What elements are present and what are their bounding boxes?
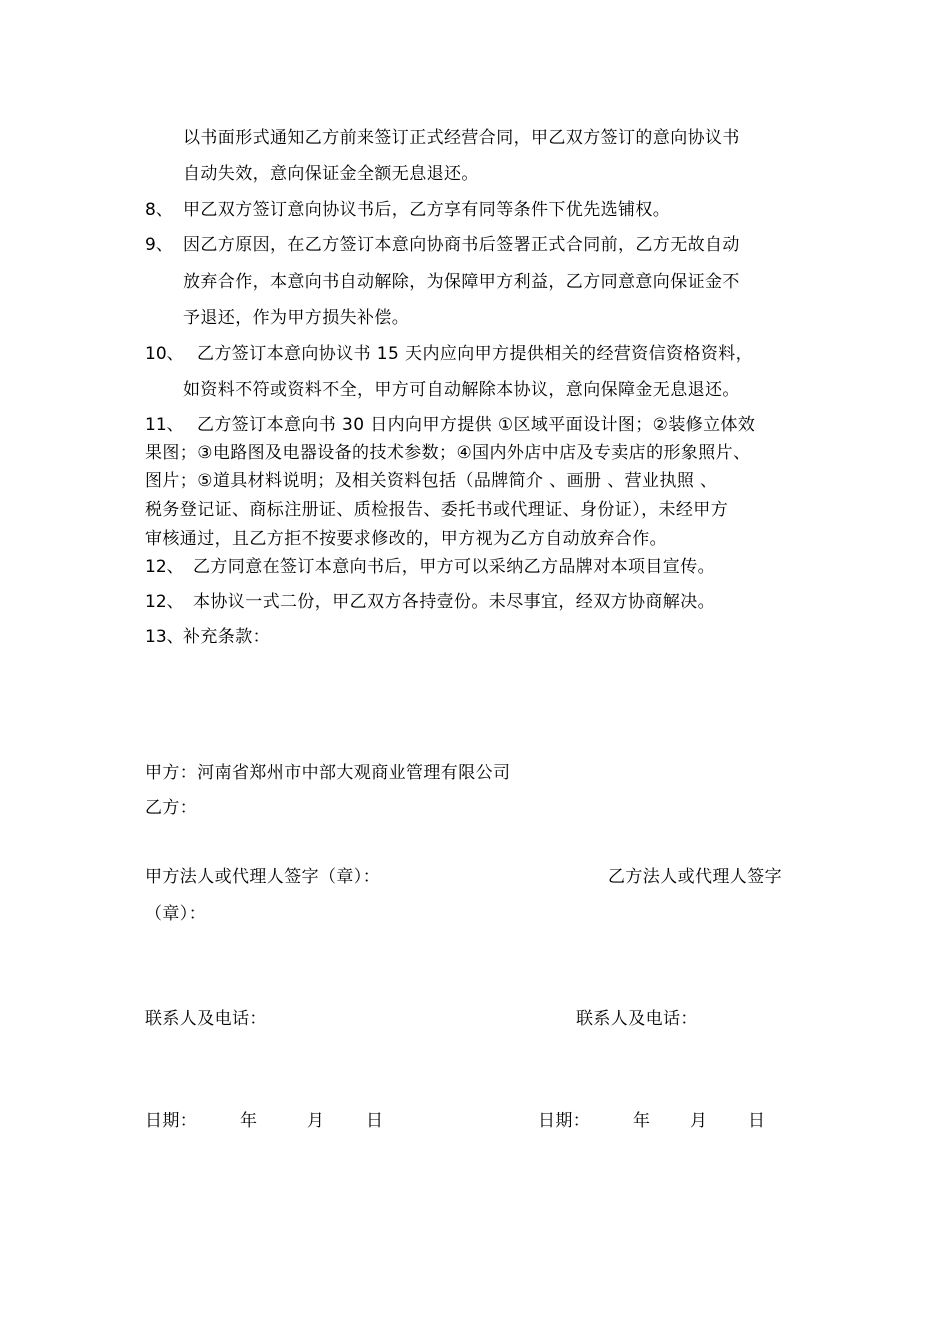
clause-11-line-1: 乙方签订本意向书 30 日内向甲方提供 ①区域平面设计图；②装修立体效 — [197, 415, 756, 435]
signature-a: 甲方法人或代理人签字（章）： — [145, 867, 381, 887]
party-b: 乙方： — [145, 798, 198, 818]
clause-9-line-3: 予退还，作为甲方损失补偿。 — [183, 308, 410, 328]
date-b-year: 年 — [633, 1111, 651, 1131]
date-a-month: 月 — [307, 1111, 325, 1131]
clause-number: 13、 — [145, 627, 184, 647]
clause-11-line-5: 审核通过，且乙方拒不按要求修改的，甲方视为乙方自动放弃合作。 — [145, 529, 667, 549]
clause-11-line-2: 果图；③电路图及电器设备的技术参数；④国内外店中店及专卖店的形象照片、 — [145, 443, 751, 463]
clause-12a-line-1: 乙方同意在签订本意向书后，甲方可以采纳乙方品牌对本项目宣传。 — [193, 557, 715, 577]
clause-11-line-4: 税务登记证、商标注册证、质检报告、委托书或代理证、身份证），未经甲方 — [145, 500, 729, 520]
continuation-line-2: 自动失效，意向保证金全额无息退还。 — [183, 164, 479, 184]
clause-13-line-1: 补充条款： — [183, 627, 270, 647]
date-b-day: 日 — [748, 1111, 766, 1131]
clause-number: 10、 — [145, 344, 184, 364]
date-a-label: 日期： — [145, 1111, 198, 1131]
signature-b-seal: （章）： — [145, 904, 207, 924]
clause-8-line-1: 甲乙双方签订意向协议书后，乙方享有同等条件下优先选铺权。 — [183, 200, 671, 220]
clause-9-line-2: 放弃合作，本意向书自动解除，为保障甲方利益，乙方同意意向保证金不 — [183, 272, 740, 292]
date-a-year: 年 — [240, 1111, 258, 1131]
clause-number: 12、 — [145, 592, 184, 612]
date-b-label: 日期： — [538, 1111, 591, 1131]
contact-a: 联系人及电话： — [145, 1009, 267, 1029]
clause-10-line-2: 如资料不符或资料不全，甲方可自动解除本协议，意向保障金无息退还。 — [183, 380, 740, 400]
date-a-day: 日 — [366, 1111, 384, 1131]
signature-b: 乙方法人或代理人签字 — [608, 867, 782, 887]
party-a: 甲方：河南省郑州市中部大观商业管理有限公司 — [145, 763, 511, 783]
clause-number: 11、 — [145, 415, 184, 435]
clause-12b-line-1: 本协议一式二份，甲乙双方各持壹份。未尽事宜，经双方协商解决。 — [193, 592, 715, 612]
clause-10-line-1: 乙方签订本意向协议书 15 天内应向甲方提供相关的经营资信资格资料， — [197, 344, 754, 364]
clause-number: 12、 — [145, 557, 184, 577]
contact-b: 联系人及电话： — [576, 1009, 698, 1029]
clause-11-line-3: 图片；⑤道具材料说明；及相关资料包括（品牌简介 、画册 、营业执照 、 — [145, 471, 718, 491]
continuation-line-1: 以书面形式通知乙方前来签订正式经营合同，甲乙双方签订的意向协议书 — [183, 128, 740, 148]
clause-number: 9、 — [145, 235, 173, 255]
clause-number: 8、 — [145, 200, 173, 220]
clause-9-line-1: 因乙方原因，在乙方签订本意向协商书后签署正式合同前，乙方无故自动 — [183, 235, 740, 255]
date-b-month: 月 — [690, 1111, 708, 1131]
